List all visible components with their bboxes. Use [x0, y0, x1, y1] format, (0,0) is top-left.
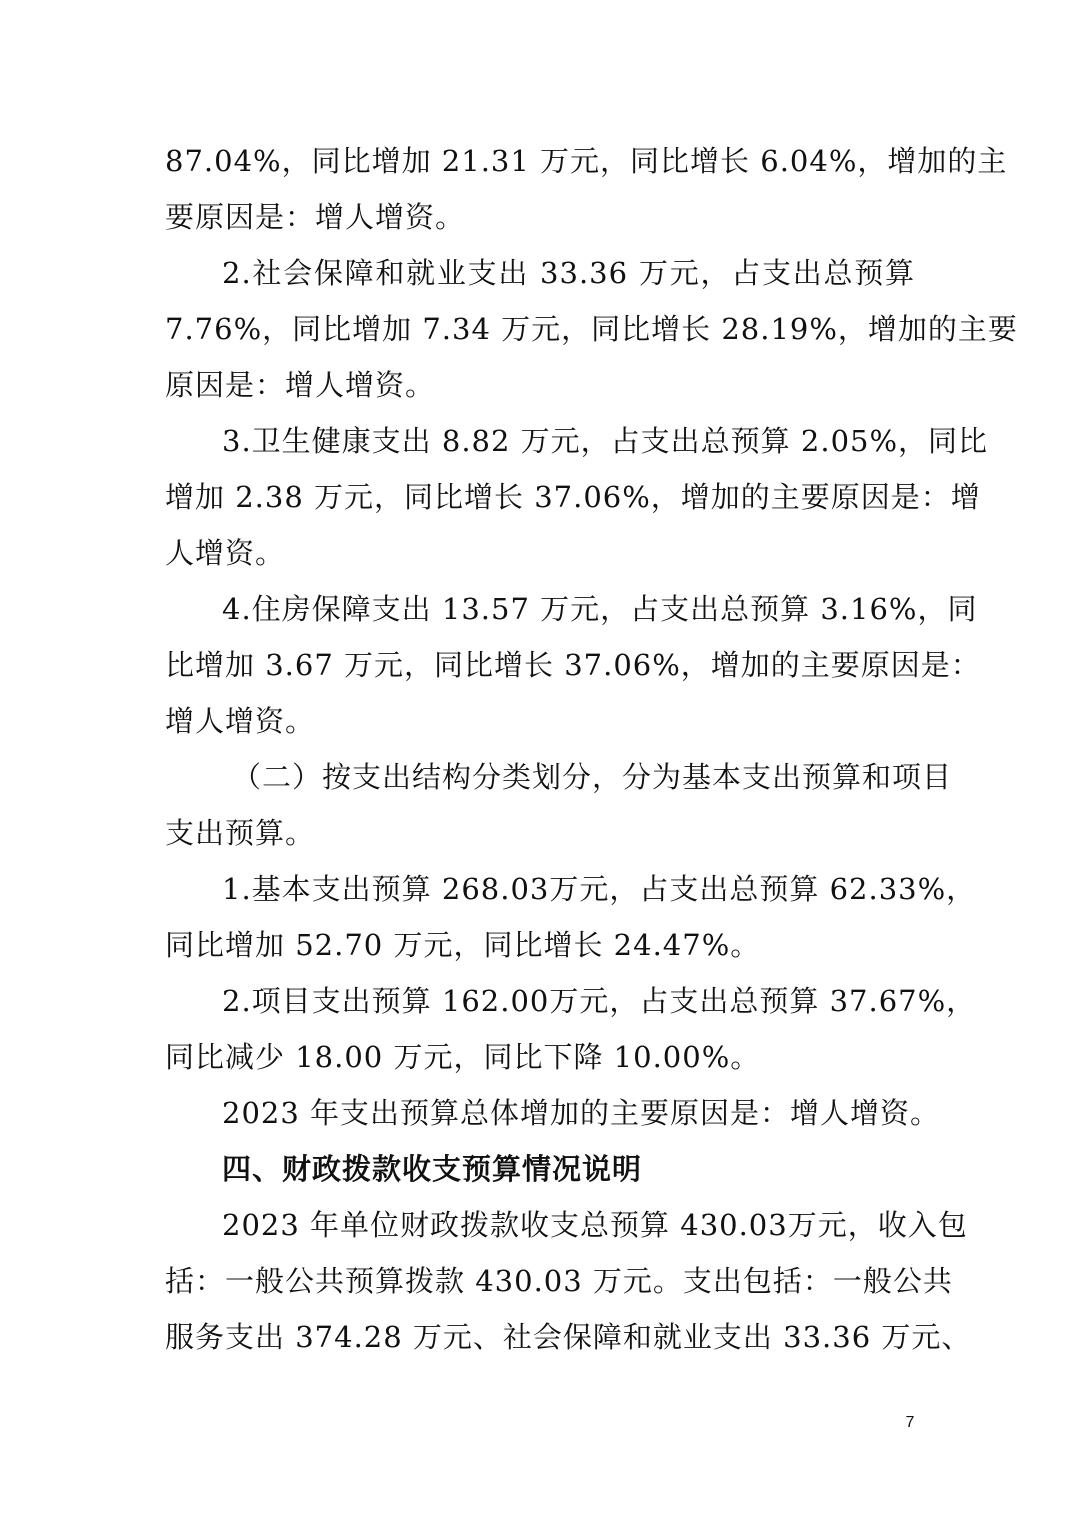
section-heading: 四、财政拨款收支预算情况说明: [222, 1152, 643, 1186]
body-text-line: 2023 年支出预算总体增加的主要原因是：增人增资。: [222, 1096, 941, 1130]
body-text-line: 增人增资。: [165, 704, 316, 738]
body-text-line: 比增加 3.67 万元，同比增长 37.06%，增加的主要原因是：: [165, 648, 981, 682]
page-number: 7: [905, 1414, 915, 1431]
body-text-line: 增加 2.38 万元，同比增长 37.06%，增加的主要原因是：增: [165, 480, 981, 514]
body-text-line: 原因是：增人增资。: [165, 368, 436, 402]
body-text-line: 服务支出 374.28 万元、社会保障和就业支出 33.36 万元、: [165, 1320, 972, 1354]
body-text-line: 同比减少 18.00 万元，同比下降 10.00%。: [165, 1040, 761, 1074]
body-text-line: 4.住房保障支出 13.57 万元，占支出总预算 3.16%，同: [222, 592, 978, 626]
body-text-line: 同比增加 52.70 万元，同比增长 24.47%。: [165, 928, 761, 962]
body-text-line: 括：一般公共预算拨款 430.03 万元。支出包括：一般公共: [165, 1264, 953, 1298]
body-text-line: 2023 年单位财政拨款收支总预算 430.03万元，收入包: [222, 1208, 968, 1242]
body-text-line: 3.卫生健康支出 8.82 万元，占支出总预算 2.05%，同比: [222, 424, 989, 458]
body-text-line: 要原因是：增人增资。: [165, 200, 466, 234]
body-text-line: 2.社会保障和就业支出 33.36 万元，占支出总预算: [222, 256, 915, 290]
body-text-line: 1.基本支出预算 268.03万元，占支出总预算 62.33%，: [222, 872, 977, 906]
body-text-line: 7.76%，同比增加 7.34 万元，同比增长 28.19%，增加的主要: [165, 312, 1018, 346]
section-subheading-line: （二）按支出结构分类划分，分为基本支出预算和项目: [232, 760, 953, 794]
section-subheading-line: 支出预算。: [165, 816, 316, 850]
body-text-line: 2.项目支出预算 162.00万元，占支出总预算 37.67%，: [222, 984, 977, 1018]
body-text-line: 人增资。: [165, 536, 286, 570]
body-text-line: 87.04%，同比增加 21.31 万元，同比增长 6.04%，增加的主: [165, 144, 1008, 178]
